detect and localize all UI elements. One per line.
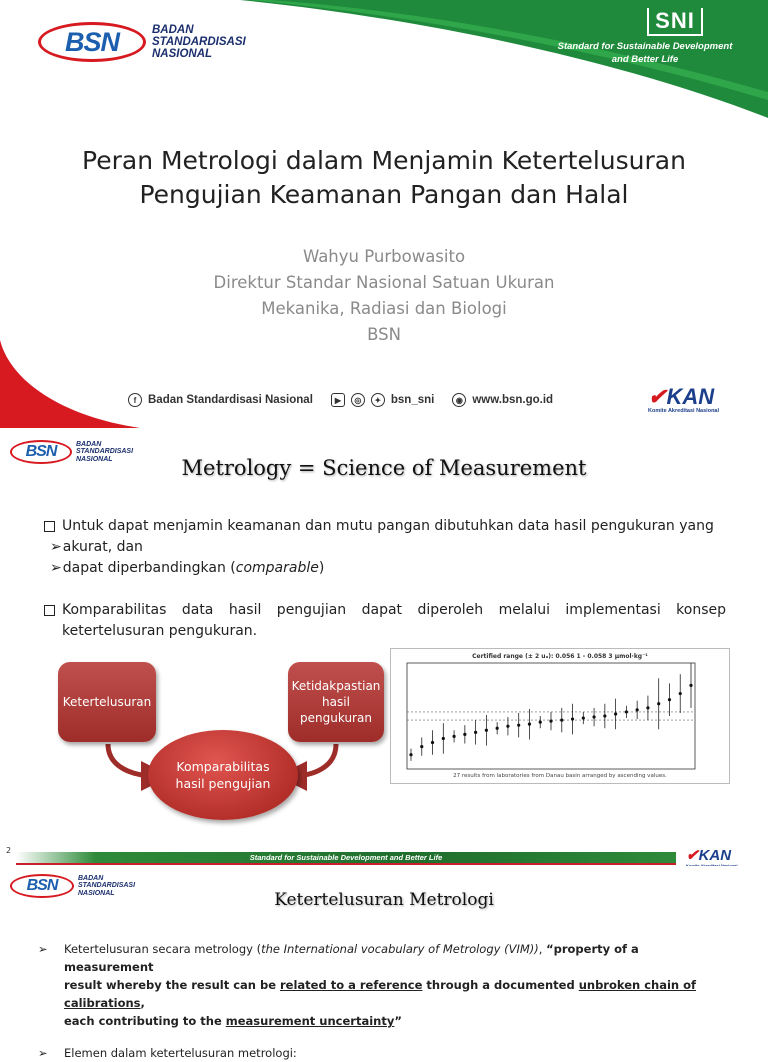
data-point [582, 716, 585, 719]
check-icon: ✔ [648, 384, 667, 409]
facebook-icon: f [128, 393, 142, 407]
bullet-accuracy: Untuk dapat menjamin keamanan dan mutu pangan dibutuhkan data hasil pengukuran yang ➢ akurat, dan ➢ dapat diperbandingkan (comparable) [44, 516, 726, 579]
chart-title: Certified range (± 2 uₐ): 0.056 1 - 0.058 3 µmol·kg⁻¹ [472, 653, 648, 660]
metrology-slide [0, 432, 768, 864]
social-contact: bsn_sni [390, 394, 435, 406]
comparability-diagram [44, 658, 394, 828]
arrow-bullet-icon: ➢ [50, 539, 62, 555]
data-point [420, 745, 423, 748]
presenter-name: Wahyu Purbowasito [302, 247, 466, 266]
checkbox-bullet-icon [44, 521, 55, 532]
sub-bullet: ➢ dapat diperbandingkan (comparable) [44, 558, 726, 579]
presenter-org: BSN [367, 325, 401, 344]
facebook-contact: Badan Standardisasi Nasional [148, 394, 313, 406]
twitter-icon: ✦ [371, 393, 385, 407]
presentation-title: Peran Metrologi dalam Menjamin Ketertelusuran Pengujian Keamanan Pangan dan Halal [82, 146, 686, 209]
chart-plot [391, 649, 731, 785]
slide-body [38, 940, 728, 1062]
data-point [485, 729, 488, 732]
presenter-position: Direktur Standar Nasional Satuan Ukuran [213, 273, 555, 292]
footer-tagline: Standard for Sustainable Development and Better Life [249, 853, 443, 862]
bsn-logo-text: BADAN STANDARDISASI NASIONAL [76, 440, 134, 463]
data-point [409, 753, 412, 756]
arrow-bullet-icon: ➢ [38, 942, 48, 956]
sni-logo-block [530, 8, 760, 67]
traceability-box: Ketertelusuran [58, 662, 156, 742]
data-point [636, 708, 639, 711]
bsn-logo-mark: BSN [10, 874, 74, 898]
interlab-comparison-chart [390, 648, 730, 784]
slide-title: Metrology = Science of Measurement [181, 456, 587, 480]
footer-red-line [16, 863, 676, 865]
data-point [528, 723, 531, 726]
checkbox-bullet-icon [44, 605, 55, 616]
web-contact: www.bsn.go.id [472, 394, 554, 406]
data-point [571, 717, 574, 720]
sni-tagline: Standard for Sustainable Development and Better Life [557, 41, 733, 66]
data-point [689, 684, 692, 687]
data-point [496, 727, 499, 730]
contact-bar [128, 393, 553, 407]
elements-paragraph: ➢ Elemen dalam ketertelusuran metrologi: [38, 1046, 297, 1060]
arrow-bullet-icon: ➢ [38, 1046, 48, 1060]
data-point [442, 737, 445, 740]
chart-xlabel: 27 results from laboratories from Danau basin arranged by ascending values. [453, 773, 667, 779]
data-point [603, 714, 606, 717]
data-point [560, 718, 563, 721]
instagram-icon: ◎ [351, 393, 365, 407]
uncertainty-box: Ketidakpastian hasil pengukuran [288, 662, 384, 742]
check-icon: ✔ [686, 847, 699, 864]
sni-logo: SNI [647, 8, 703, 36]
definition-paragraph: ➢ Ketertelusuran secara metrology (the International vocabulary of Metrology (VIM)), “property of a measurement result whereby the result can be related to a reference through a documented unbroken chain of calibrations, each contributing to the measurement uncertainty” [38, 942, 697, 1028]
data-point [549, 720, 552, 723]
data-point [539, 721, 542, 724]
title-slide [0, 0, 768, 428]
bsn-logo-mark: BSN [38, 22, 146, 62]
comparability-ellipse: Komparabilitas hasil pengujian [148, 730, 298, 820]
data-point [474, 731, 477, 734]
bsn-logo [38, 22, 246, 62]
bsn-logo-text: BADAN STANDARDISASI NASIONAL [78, 874, 136, 897]
red-swoosh-decoration [0, 340, 140, 428]
data-point [431, 741, 434, 744]
data-point [668, 698, 671, 701]
data-point [646, 706, 649, 709]
data-point [657, 702, 660, 705]
page-number: 2 [6, 846, 12, 855]
bullet-comparability: Komparabilitas data hasil pengujian dapat diperoleh melalui implementasi konsep ketertelusuran pengukuran. [44, 600, 726, 642]
data-point [517, 724, 520, 727]
traceability-slide [0, 866, 768, 1060]
data-point [506, 725, 509, 728]
bsn-logo-mark: BSN [10, 440, 72, 464]
data-point [625, 710, 628, 713]
data-point [679, 692, 682, 695]
sub-bullet: ➢ akurat, dan [44, 537, 726, 558]
data-point [463, 733, 466, 736]
presenter-info: Wahyu Purbowasito Direktur Standar Nasional Satuan Ukuran Mekanika, Radiasi dan Biologi BSN [20, 244, 748, 348]
data-point [614, 712, 617, 715]
web-icon: ◉ [452, 393, 466, 407]
youtube-icon: ▶ [331, 393, 345, 407]
data-point [452, 735, 455, 738]
kan-logo: ✔ KAN [686, 847, 732, 864]
data-point [592, 715, 595, 718]
arrow-bullet-icon: ➢ [50, 560, 62, 576]
slide-title: Ketertelusuran Metrologi [274, 890, 494, 910]
kan-logo: ✔ KAN Komite Akreditasi Nasional [648, 384, 720, 414]
bsn-logo-text: BADAN STANDARDISASI NASIONAL [152, 23, 246, 61]
